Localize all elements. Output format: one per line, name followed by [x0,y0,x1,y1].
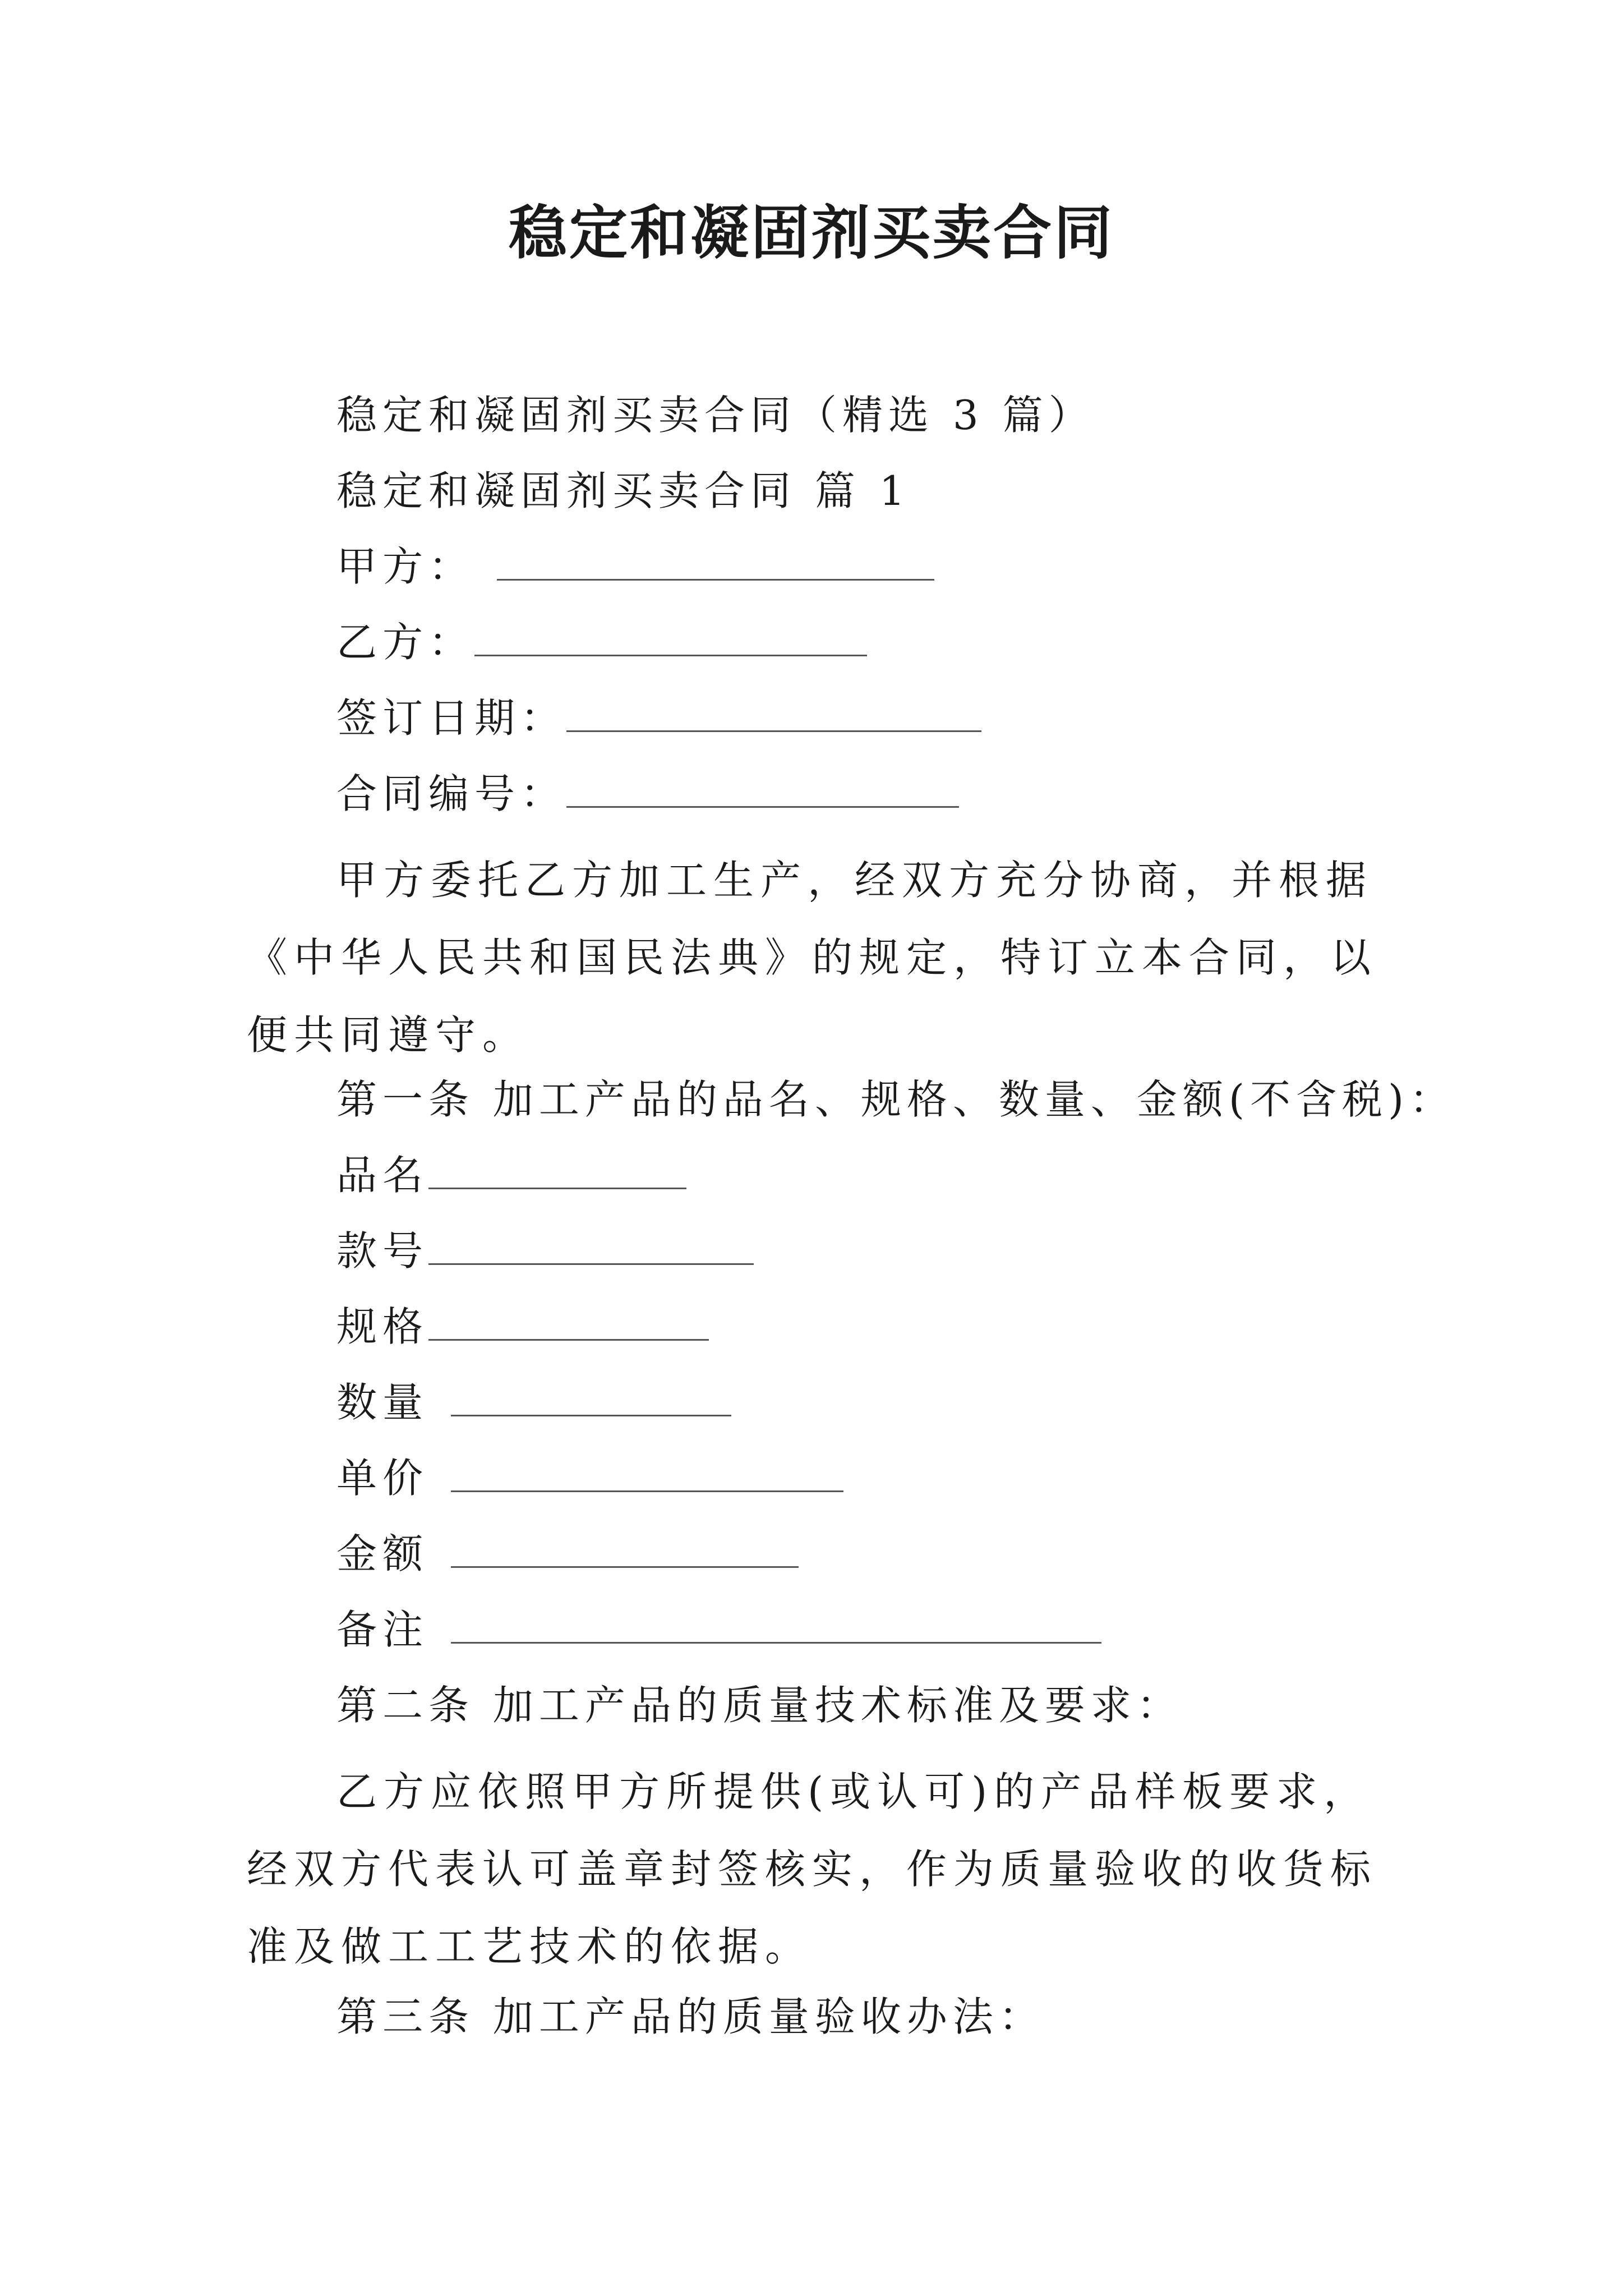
sign-date-label: 签订日期： [336,694,567,742]
party-a-line [336,539,934,595]
document-subtitle: 稳定和凝固剂买卖合同（精选 3 篇） [336,392,1095,439]
field-model-line [336,1223,754,1279]
field-name-line [336,1147,686,1203]
party-b-line [336,614,867,670]
field-qty-label: 数量 [336,1379,429,1426]
article-3-heading: 第三条 加工产品的质量验收办法： [336,1993,1045,2040]
document-title: 稳定和凝固剂买卖合同 [508,198,1114,267]
party-b-label: 乙方： [336,619,475,666]
field-price-blank [451,1457,843,1492]
sign-date-line [336,690,981,746]
field-spec-label: 规格 [336,1303,429,1350]
party-b-blank [474,621,867,656]
field-amount-blank [451,1533,799,1568]
contract-no-label: 合同编号： [336,770,567,817]
section-heading: 稳定和凝固剂买卖合同 篇 1 [336,467,911,514]
article-2-heading: 第二条 加工产品的质量技术标准及要求： [336,1682,1183,1729]
field-name-blank [428,1154,686,1189]
field-price-line [336,1450,843,1506]
field-model-blank [428,1230,754,1265]
field-qty-line [336,1374,731,1430]
field-amount-line [336,1526,799,1582]
field-amount-label: 金额 [336,1530,429,1577]
intro-paragraph: 甲方委托乙方加工生产，经双方充分协商，并根据《中华人民共和国民法典》的规定，特订立本合同，以便共同遵守。 [247,857,1378,1059]
field-spec-line [336,1299,709,1355]
field-remark-label: 备注 [336,1606,429,1653]
article-1-heading: 第一条 加工产品的品名、规格、数量、金额(不含税)： [336,1076,1456,1123]
party-a-blank [497,545,934,581]
field-remark-blank [451,1608,1101,1644]
field-spec-blank [428,1305,709,1341]
field-name-label: 品名 [336,1152,429,1199]
article-2-body: 乙方应依照甲方所提供(或认可)的产品样板要求，经双方代表认可盖章封签核实，作为质量验收的收货标准及做工工艺技术的依据。 [247,1768,1378,1970]
contract-no-line [336,766,959,822]
contract-no-blank [566,772,959,808]
field-price-label: 单价 [336,1455,429,1502]
field-model-label: 款号 [336,1227,429,1274]
field-qty-blank [451,1381,731,1416]
party-a-label: 甲方： [336,543,475,590]
sign-date-blank [566,697,981,732]
field-remark-line [336,1602,1101,1658]
